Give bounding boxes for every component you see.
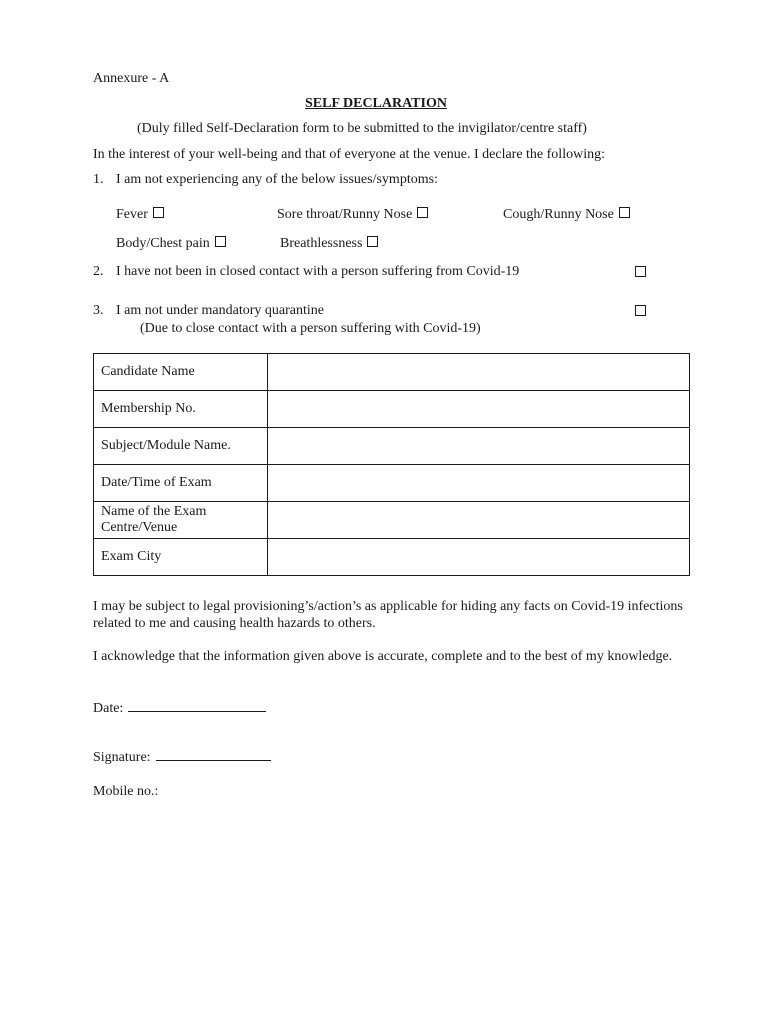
row-label: Membership No.: [94, 391, 268, 428]
mobile-label: Mobile no.:: [93, 784, 159, 799]
symptom-breathlessness: [280, 235, 378, 252]
table-row: [94, 465, 690, 502]
annexure-label: Annexure - A: [93, 71, 170, 86]
table-row: [94, 354, 690, 391]
item-3-number: 3.: [93, 303, 104, 318]
candidate-name-field[interactable]: [268, 354, 690, 391]
signature-label: Signature:: [93, 750, 151, 765]
legal-notice: I may be subject to legal provisioning’s/action’s as applicable for hiding any facts on Covid-19 infections related to me and causing health hazards to others.: [93, 599, 683, 631]
signature-row: [93, 748, 271, 766]
date-label: Date:: [93, 701, 124, 716]
exam-city-field[interactable]: [268, 539, 690, 576]
exam-datetime-field[interactable]: [268, 465, 690, 502]
form-subtitle: (Duly filled Self-Declaration form to be submitted to the invigilator/centre staff): [137, 121, 587, 136]
exam-venue-field[interactable]: [268, 502, 690, 539]
table-row: [94, 539, 690, 576]
symptom-fever: [116, 206, 164, 223]
symptom-cough: [503, 206, 630, 223]
row-label: Exam City: [94, 539, 268, 576]
signature-field[interactable]: [156, 748, 271, 761]
fever-checkbox[interactable]: [153, 207, 164, 218]
item-1-text: I am not experiencing any of the below issues/symptoms:: [116, 172, 438, 187]
item-1-number: 1.: [93, 172, 104, 187]
symptom-cough-label: Cough/Runny Nose: [503, 207, 614, 222]
symptom-fever-label: Fever: [116, 207, 148, 222]
table-row: [94, 502, 690, 539]
item-2-checkbox[interactable]: [635, 266, 646, 277]
mobile-row: [93, 783, 158, 800]
item-3-text: I am not under mandatory quarantine: [116, 303, 324, 318]
item-2-text: I have not been in closed contact with a person suffering from Covid-19: [116, 264, 520, 279]
table-row: [94, 391, 690, 428]
row-label: Candidate Name: [94, 354, 268, 391]
page-title: SELF DECLARATION: [305, 96, 447, 111]
row-label: Subject/Module Name.: [94, 428, 268, 465]
sore-throat-checkbox[interactable]: [417, 207, 428, 218]
intro-text: In the interest of your well-being and that of everyone at the venue. I declare the following:: [93, 147, 605, 162]
symptom-body-pain: [116, 235, 226, 252]
row-label: Date/Time of Exam: [94, 465, 268, 502]
membership-no-field[interactable]: [268, 391, 690, 428]
symptom-sore-throat: [277, 206, 428, 223]
table-row: [94, 428, 690, 465]
acknowledgement: I acknowledge that the information given above is accurate, complete and to the best of my knowledge.: [93, 649, 673, 664]
body-pain-checkbox[interactable]: [215, 236, 226, 247]
item-2-number: 2.: [93, 264, 104, 279]
row-label: Name of the Exam Centre/Venue: [94, 502, 268, 539]
cough-checkbox[interactable]: [619, 207, 630, 218]
date-field[interactable]: [128, 699, 266, 712]
date-row: [93, 699, 266, 717]
breathlessness-checkbox[interactable]: [367, 236, 378, 247]
item-3-checkbox[interactable]: [635, 305, 646, 316]
candidate-info-table: [93, 353, 690, 576]
item-3-subtext: (Due to close contact with a person suffering with Covid-19): [140, 321, 481, 336]
symptom-body-pain-label: Body/Chest pain: [116, 236, 210, 251]
symptom-sore-throat-label: Sore throat/Runny Nose: [277, 207, 413, 222]
symptom-breathlessness-label: Breathlessness: [280, 236, 363, 251]
subject-module-field[interactable]: [268, 428, 690, 465]
